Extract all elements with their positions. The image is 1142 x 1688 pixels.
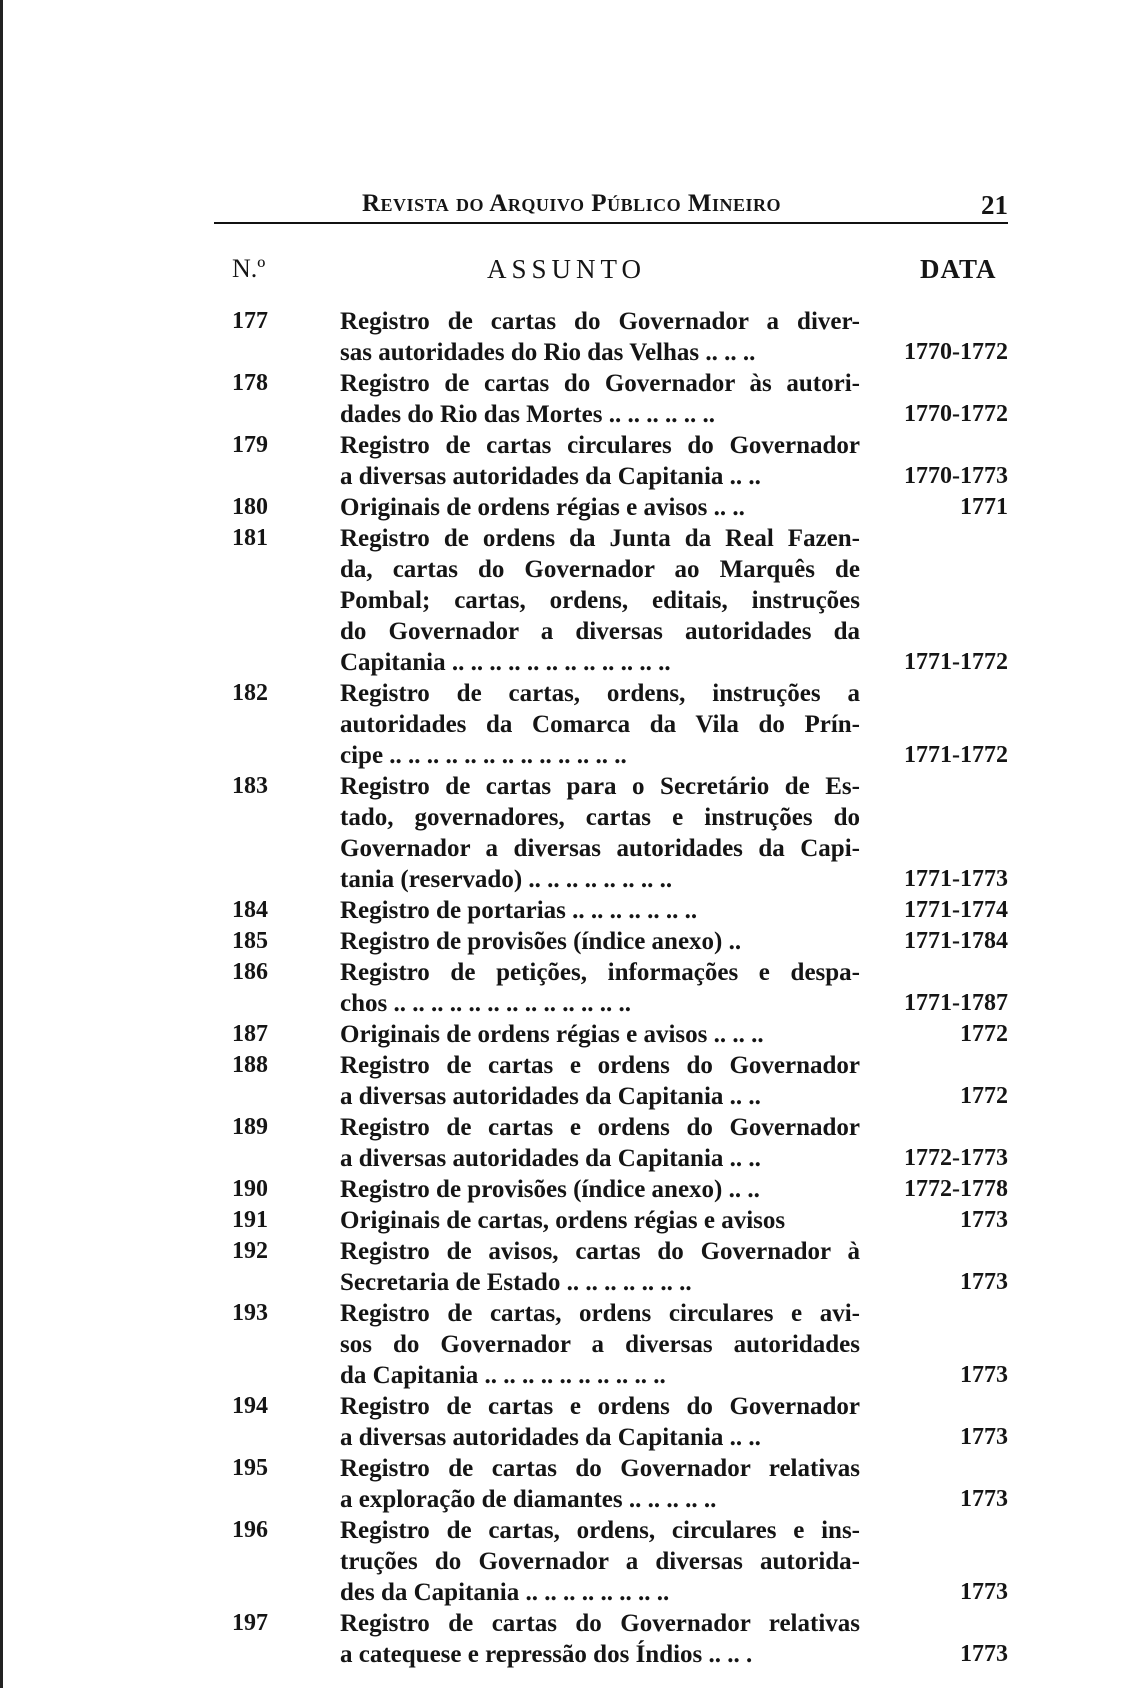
entry-subject [340, 1019, 860, 1050]
entry-subject-line: Originais de cartas, ordens régias e avisos [340, 1207, 786, 1234]
entry-subject-line: Registro de portarias .. .. .. .. .. .. .. [340, 897, 698, 924]
entry-subject-line: a diversas autoridades da Capitania .. .. [340, 1083, 761, 1110]
entry-subject [340, 771, 860, 895]
entry-date: 1773 [960, 1207, 1008, 1233]
entry-subject-line: cipe .. .. .. .. .. .. .. .. .. .. .. .. .. [340, 742, 627, 769]
list-item [0, 306, 1142, 368]
list-item [0, 1205, 1142, 1236]
entry-number: 181 [232, 525, 268, 551]
entry-subject [340, 1391, 860, 1453]
entries-list [0, 306, 1142, 1670]
entry-subject [340, 1236, 860, 1298]
entry-subject [340, 306, 860, 368]
entry-subject-line: Governador a diversas autoridades da Capi- [340, 835, 860, 862]
entry-subject [340, 1174, 860, 1205]
entry-date: 1771-1772 [904, 649, 1008, 675]
page-header [362, 190, 1008, 224]
list-item [0, 1019, 1142, 1050]
entry-subject-line: Registro de cartas e ordens do Governador [340, 1393, 860, 1420]
entry-subject-line: Originais de ordens régias e avisos .. .. .. [340, 1021, 764, 1048]
entry-subject-line: Registro de cartas, ordens circulares e avi- [340, 1300, 860, 1327]
entry-subject-line: Pombal; cartas, ordens, editais, instruções [340, 587, 860, 614]
entry-number: 195 [232, 1455, 268, 1481]
entry-subject-line: Registro de cartas do Governador relativas [340, 1610, 860, 1637]
list-item [0, 1174, 1142, 1205]
list-item [0, 1112, 1142, 1174]
entry-subject-line: autoridades da Comarca da Vila do Prín- [340, 711, 860, 738]
entry-date: 1772-1778 [904, 1176, 1008, 1202]
entry-subject-line: Registro de provisões (índice anexo) .. .. [340, 1176, 760, 1203]
entry-subject-line: a diversas autoridades da Capitania .. .. [340, 1145, 761, 1172]
entry-subject [340, 678, 860, 771]
entry-number: 192 [232, 1238, 268, 1264]
entry-subject-line: Registro de provisões (índice anexo) .. [340, 928, 742, 955]
list-item [0, 678, 1142, 771]
entry-subject-line: Registro de cartas, ordens, instruções a [340, 680, 860, 707]
entry-number: 197 [232, 1610, 268, 1636]
entry-subject [340, 492, 860, 523]
entry-subject-line: Registro de petições, informações e despa- [340, 959, 860, 986]
entry-subject-line: des da Capitania .. .. .. .. .. .. .. .. [340, 1579, 670, 1606]
column-header-subject: ASSUNTO [487, 254, 647, 284]
list-item [0, 492, 1142, 523]
entry-subject-line: da Capitania .. .. .. .. .. .. .. .. .. .. [340, 1362, 666, 1389]
entry-number: 182 [232, 680, 268, 706]
list-item [0, 1515, 1142, 1608]
entry-subject-line: Registro de ordens da Junta da Real Fazen- [340, 525, 860, 552]
list-item [0, 1298, 1142, 1391]
entry-number: 194 [232, 1393, 268, 1419]
list-item [0, 771, 1142, 895]
entry-subject-line: Originais de ordens régias e avisos .. .. [340, 494, 745, 521]
list-item [0, 957, 1142, 1019]
entry-date: 1773 [960, 1424, 1008, 1450]
entry-number: 187 [232, 1021, 268, 1047]
entry-date: 1773 [960, 1579, 1008, 1605]
entry-date: 1772 [960, 1083, 1008, 1109]
entry-number: 184 [232, 897, 268, 923]
entry-number: 189 [232, 1114, 268, 1140]
entry-date: 1771-1772 [904, 742, 1008, 768]
entry-subject [340, 926, 860, 957]
entry-date: 1770-1772 [904, 401, 1008, 427]
entry-number: 188 [232, 1052, 268, 1078]
list-item [0, 1608, 1142, 1670]
entry-subject-line: Registro de cartas e ordens do Governador [340, 1052, 860, 1079]
entry-date: 1770-1772 [904, 339, 1008, 365]
entry-subject-line: Capitania .. .. .. .. .. .. .. .. .. .. .. .. [340, 649, 671, 676]
entry-subject-line: Registro de cartas do Governador às autori- [340, 370, 860, 397]
list-item [0, 1050, 1142, 1112]
entry-number: 185 [232, 928, 268, 954]
entry-date: 1773 [960, 1641, 1008, 1667]
entry-date: 1772 [960, 1021, 1008, 1047]
entry-subject-line: truções do Governador a diversas autorida- [340, 1548, 860, 1575]
entry-subject-line: da, cartas do Governador ao Marquês de [340, 556, 860, 583]
entry-subject [340, 368, 860, 430]
entry-subject-line: a diversas autoridades da Capitania .. .. [340, 463, 761, 490]
entry-subject [340, 1050, 860, 1112]
entry-subject-line: Secretaria de Estado .. .. .. .. .. .. .. [340, 1269, 692, 1296]
entry-subject-line: Registro de cartas do Governador a diver- [340, 308, 860, 335]
entry-subject [340, 1205, 860, 1236]
entry-number: 191 [232, 1207, 268, 1233]
entry-subject-line: a catequese e repressão dos Índios .. .. . [340, 1641, 753, 1668]
entry-number: 193 [232, 1300, 268, 1326]
header-rule [214, 222, 1008, 224]
entry-subject-line: Registro de cartas, ordens, circulares e ins- [340, 1517, 860, 1544]
list-item [0, 368, 1142, 430]
entry-number: 180 [232, 494, 268, 520]
entry-number: 190 [232, 1176, 268, 1202]
entry-subject-line: dades do Rio das Mortes .. .. .. .. .. .. [340, 401, 716, 428]
entry-subject [340, 430, 860, 492]
list-item [0, 1236, 1142, 1298]
entry-date: 1773 [960, 1269, 1008, 1295]
entry-date: 1773 [960, 1486, 1008, 1512]
column-header-number: N.º [232, 254, 266, 283]
entry-subject-line: a exploração de diamantes .. .. .. .. .. [340, 1486, 717, 1513]
list-item [0, 1453, 1142, 1515]
entry-number: 183 [232, 773, 268, 799]
entry-date: 1771-1784 [904, 928, 1008, 954]
entry-subject-line: Registro de cartas e ordens do Governador [340, 1114, 860, 1141]
entry-subject [340, 1112, 860, 1174]
page-number: 21 [981, 190, 1008, 220]
entry-date: 1771 [960, 494, 1008, 520]
entry-subject [340, 957, 860, 1019]
entry-subject-line: a diversas autoridades da Capitania .. .. [340, 1424, 761, 1451]
entry-number: 179 [232, 432, 268, 458]
entry-subject-line: tado, governadores, cartas e instruções do [340, 804, 860, 831]
list-item [0, 895, 1142, 926]
entry-number: 178 [232, 370, 268, 396]
entry-subject-line: tania (reservado) .. .. .. .. .. .. .. .. [340, 866, 673, 893]
entry-subject [340, 523, 860, 678]
entry-date: 1772-1773 [904, 1145, 1008, 1171]
entry-subject [340, 1515, 860, 1608]
entry-subject-line: Registro de cartas do Governador relativas [340, 1455, 860, 1482]
list-item [0, 523, 1142, 678]
entry-subject-line: Registro de avisos, cartas do Governador à [340, 1238, 860, 1265]
entry-date: 1771-1787 [904, 990, 1008, 1016]
entry-date: 1770-1773 [904, 463, 1008, 489]
entry-number: 196 [232, 1517, 268, 1543]
list-item [0, 1391, 1142, 1453]
running-title: Revista do Arquivo Público Mineiro [362, 190, 781, 217]
list-item [0, 926, 1142, 957]
entry-subject-line: Registro de cartas circulares do Governador [340, 432, 860, 459]
entry-date: 1771-1773 [904, 866, 1008, 892]
entry-subject [340, 1298, 860, 1391]
entry-subject-line: chos .. .. .. .. .. .. .. .. .. .. .. .. .. [340, 990, 631, 1017]
entry-subject [340, 895, 860, 926]
entry-number: 186 [232, 959, 268, 985]
entry-subject [340, 1453, 860, 1515]
entry-date: 1773 [960, 1362, 1008, 1388]
list-item [0, 430, 1142, 492]
entry-subject [340, 1608, 860, 1670]
entry-subject-line: Registro de cartas para o Secretário de Es- [340, 773, 860, 800]
entry-subject-line: do Governador a diversas autoridades da [340, 618, 860, 645]
entry-number: 177 [232, 308, 268, 334]
entry-subject-line: sas autoridades do Rio das Velhas .. .. .. [340, 339, 756, 366]
column-header-date: DATA [920, 254, 997, 284]
entry-date: 1771-1774 [904, 897, 1008, 923]
entry-subject-line: sos do Governador a diversas autoridades [340, 1331, 860, 1358]
